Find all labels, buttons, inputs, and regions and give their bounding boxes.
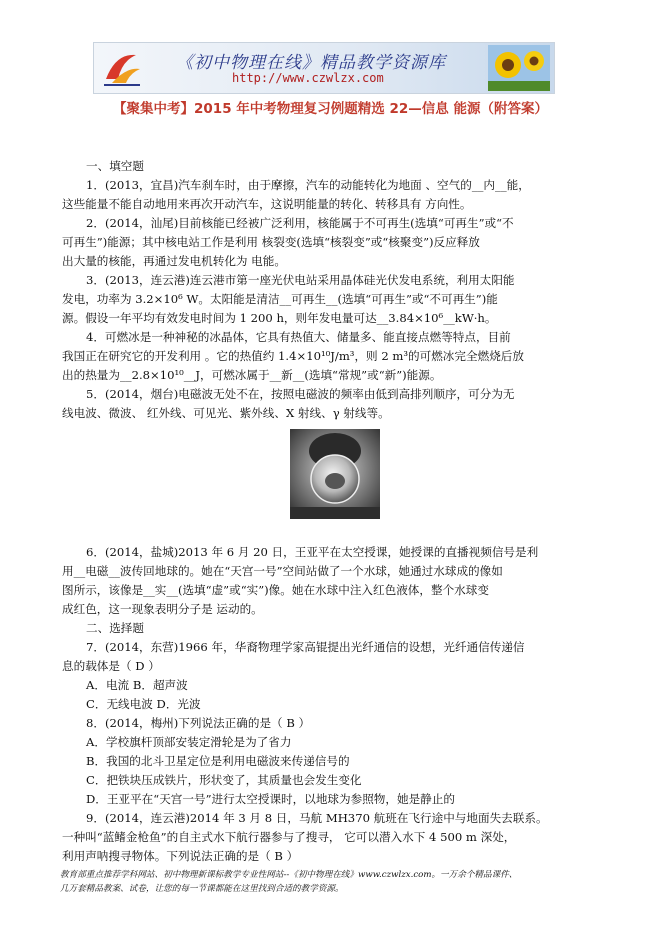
question-2-line-2: 可再生”)能源；其中核电站工作是利用 核裂变(选填“核裂变”或“核聚变”)反应释放 — [62, 235, 480, 249]
question-7-line-2: 息的载体是（ D ） — [62, 659, 160, 673]
question-8-stem: 8．(2014，梅州)下列说法正确的是（ B ） — [86, 716, 311, 730]
question-3-line-3: 源。假设一年平均有效发电时间为 1 200 h，则年发电量可达__3.84×10⁶__kW·h。 — [62, 311, 497, 325]
site-logo-icon — [102, 49, 142, 87]
question-7-options-cd: C．无线电波 D．光波 — [86, 697, 201, 711]
question-1-line-2: 这些能量不能自动地用来再次开动汽车，这说明能量的转化、转移具有 方向性。 — [62, 197, 472, 211]
question-3-line-1: 3．(2013，连云港)连云港市第一座光伏电站采用晶体硅光伏发电系统，利用太阳能 — [86, 273, 515, 287]
footer-line-1: 教育部重点推荐学科网站、初中物理新课标教学专业性网站--《初中物理在线》www.czwlzx.com。一万余个精品课件、 — [60, 870, 518, 880]
page-footer — [60, 868, 620, 896]
question-5-line-1: 5．(2014，烟台)电磁波无处不在，按照电磁波的频率由低到高排列顺序，可分为无 — [86, 387, 515, 401]
question-9-line-1: 9．(2014，连云港)2014 年 3 月 8 日，马航 MH370 航班在飞行途中与地面失去联系。 — [86, 811, 548, 825]
document-body — [62, 157, 622, 866]
question-8-option-b: B．我国的北斗卫星定位是利用电磁波来传递信号的 — [86, 754, 350, 768]
section-heading-fill: 一、填空题 — [86, 159, 144, 173]
question-6-line-4: 成红色，这一现象表明分子是 运动的。 — [62, 602, 263, 616]
question-5-line-2: 线电波、微波、 红外线、可见光、紫外线、X 射线、γ 射线等。 — [62, 406, 390, 420]
question-4-line-1: 4．可燃冰是一种神秘的冰晶体，它具有热值大、储量多、能直接点燃等特点，目前 — [86, 330, 511, 344]
question-3-line-2: 发电，功率为 3.2×10⁶ W。太阳能是清洁__可再生__(选填“可再生”或“不可再生”)能 — [62, 292, 498, 306]
question-4-line-2: 我国正在研究它的开发利用 。它的热值约 1.4×10¹⁰J/m³，则 2 m³的可燃冰完全燃烧后放 — [62, 349, 524, 363]
question-7-line-1: 7．(2014，东营)1966 年，华裔物理学家高锟提出光纤通信的设想，光纤通信传递信 — [86, 640, 525, 654]
question-7-options-ab: A．电流 B．超声波 — [86, 678, 188, 692]
question-8-option-a: A．学校旗杆顶部安装定滑轮是为了省力 — [86, 735, 292, 749]
question-9-line-3: 利用声呐搜寻物体。下列说法正确的是（ B ） — [62, 849, 299, 863]
sunflower-icon — [488, 45, 550, 91]
question-6-line-2: 用__电磁__波传回地球的。她在“天宫一号”空间站做了一个水球，她通过水球成的像如 — [62, 564, 503, 578]
question-6-line-1: 6．(2014，盐城)2013 年 6 月 20 日，王亚平在太空授课，她授课的直播视频信号是利 — [86, 545, 539, 559]
question-8-option-c: C．把铁块压成铁片，形状变了，其质量也会发生变化 — [86, 773, 362, 787]
banner-title: 《初中物理在线》精品教学资源库 — [176, 53, 446, 73]
footer-line-2: 几万套精品教案、试卷，让您的每一节课都能在这里找到合适的教学资源。 — [60, 884, 344, 894]
question-9-line-2: 一种叫“蓝鳍金枪鱼”的自主式水下航行器参与了搜寻， 它可以潜入水下 4 500 m 深处， — [62, 830, 516, 844]
question-4-line-3: 出的热量为__2.8×10¹⁰__J，可燃冰属于__新__(选填“常规”或“新”)能源。 — [62, 368, 442, 382]
question-6-line-3: 图所示，该像是__实__(选填“虚”或“实”)像。她在水球中注入红色液体，整个水球变 — [62, 583, 489, 597]
section-heading-choice: 二、选择题 — [86, 621, 144, 635]
question-2-line-1: 2．(2014，汕尾)目前核能已经被广泛利用，核能属于不可再生(选填“可再生”或“不 — [86, 216, 514, 230]
question-2-line-3: 出大量的核能，再通过发电机转化为 电能。 — [62, 254, 286, 268]
question-1-line-1: 1．(2013，宜昌)汽车刹车时，由于摩擦，汽车的动能转化为地面 、空气的__内__能， — [86, 178, 530, 192]
question-8-option-d: D．王亚平在“天宫一号”进行太空授课时，以地球为参照物，她是静止的 — [86, 792, 455, 806]
page-title: 【聚集中考】2015 年中考物理复习例题精选 22—信息 能源（附答案） — [113, 101, 548, 117]
header-banner — [93, 42, 555, 94]
water-ball-photo — [290, 429, 380, 519]
banner-url[interactable]: http://www.czwlzx.com — [232, 71, 384, 85]
